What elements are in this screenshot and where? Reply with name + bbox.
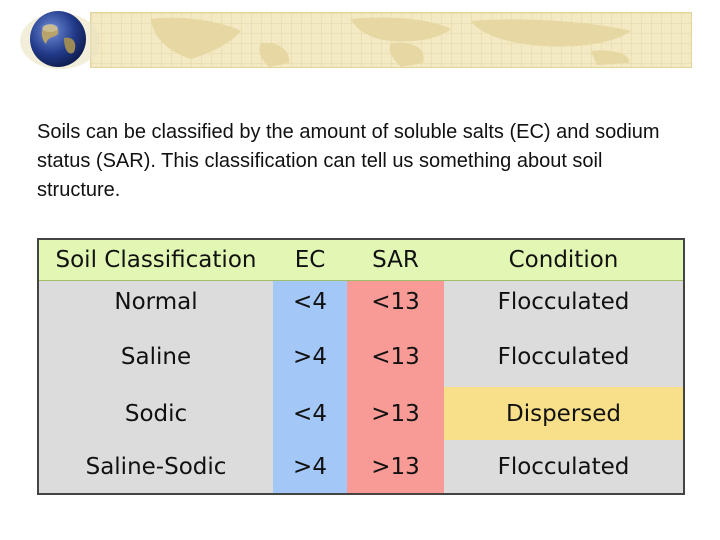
row-sodic-sar: >13 (371, 400, 420, 427)
header-ec: EC (294, 247, 326, 273)
row-saline-sodic-condition: Flocculated (497, 453, 630, 480)
globe-icon (20, 8, 100, 70)
row-saline-sar: <13 (371, 343, 420, 370)
row-sodic-classification: Sodic (124, 400, 188, 427)
row-saline-sodic-sar: >13 (371, 453, 420, 480)
row-normal-classification: Normal (114, 289, 198, 315)
header-sar: SAR (372, 247, 419, 273)
row-normal-sar: <13 (371, 289, 420, 315)
header-soil-classification: Soil Classification (55, 247, 257, 273)
row-saline-sodic-ec: >4 (293, 453, 327, 480)
header-condition: Condition (508, 247, 619, 273)
soil-classification-table (37, 238, 685, 495)
row-sodic-ec: <4 (293, 400, 327, 427)
row-saline-condition: Flocculated (497, 343, 630, 370)
row-saline-ec: >4 (293, 343, 327, 370)
intro-text: Soils can be classified by the amount of soluble salts (EC) and sodium status (SAR). This classification can tell us something about soil structure. (37, 121, 660, 201)
row-saline-classification: Saline (120, 343, 192, 370)
row-normal-condition: Flocculated (497, 289, 630, 315)
world-map-graphic (91, 13, 691, 67)
row-normal-ec: <4 (293, 289, 327, 315)
world-map-banner (90, 12, 692, 68)
row-sodic-condition: Dispersed (505, 400, 622, 427)
row-saline-sodic-classification: Saline-Sodic (85, 453, 227, 480)
